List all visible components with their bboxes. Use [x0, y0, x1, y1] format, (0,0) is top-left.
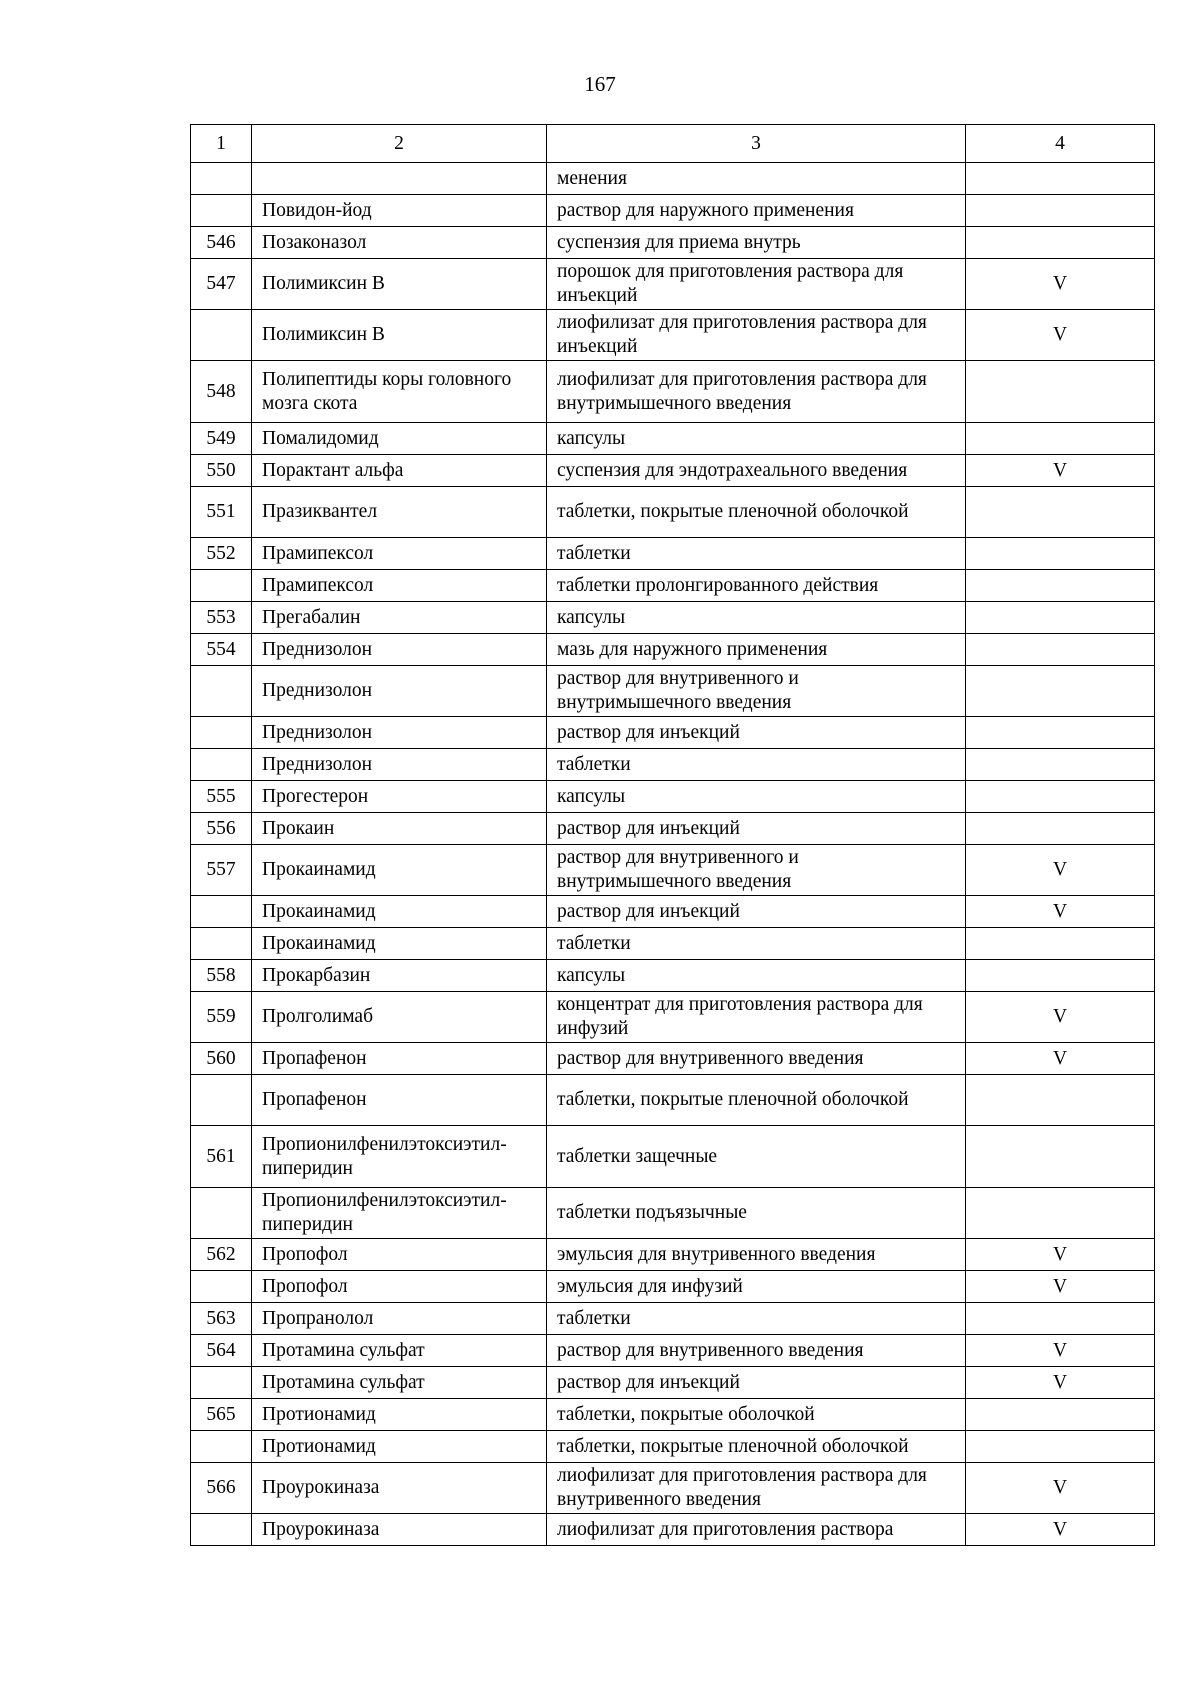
row-number-cell: 565: [191, 1399, 252, 1431]
table-row: [191, 259, 1155, 310]
table-body: [191, 163, 1155, 1546]
mark-cell: [966, 602, 1155, 634]
mark-cell: V: [966, 1463, 1155, 1514]
dosage-form-cell: капсулы: [547, 960, 966, 992]
drug-name-cell: Прамипексол: [252, 570, 547, 602]
table-header: [191, 125, 1155, 163]
row-number-cell: 557: [191, 845, 252, 896]
table-row: [191, 666, 1155, 717]
dosage-form-cell: таблетки пролонгированного действия: [547, 570, 966, 602]
mark-cell: [966, 781, 1155, 813]
row-number-cell: 554: [191, 634, 252, 666]
drug-name-cell: Преднизолон: [252, 749, 547, 781]
table-row: [191, 960, 1155, 992]
dosage-form-cell: концентрат для приготовления раствора для инфузий: [547, 992, 966, 1043]
table-row: [191, 1075, 1155, 1126]
drug-name-cell: Проурокиназа: [252, 1463, 547, 1514]
drug-name-cell: Позаконазол: [252, 227, 547, 259]
dosage-form-cell: капсулы: [547, 602, 966, 634]
column-header-3: 3: [547, 125, 966, 163]
mark-cell: V: [966, 1043, 1155, 1075]
row-number-cell: [191, 749, 252, 781]
table-row: [191, 1335, 1155, 1367]
row-number-cell: 555: [191, 781, 252, 813]
drug-name-cell: Преднизолон: [252, 666, 547, 717]
drug-name-cell: Протионамид: [252, 1431, 547, 1463]
mark-cell: V: [966, 1271, 1155, 1303]
row-number-cell: [191, 570, 252, 602]
drug-name-cell: Пролголимаб: [252, 992, 547, 1043]
dosage-form-cell: мазь для наружного применения: [547, 634, 966, 666]
dosage-form-cell: лиофилизат для приготовления раствора для внутримышечного введения: [547, 361, 966, 423]
column-header-2: 2: [252, 125, 547, 163]
row-number-cell: 560: [191, 1043, 252, 1075]
dosage-form-cell: раствор для внутривенного и внутримышечного введения: [547, 845, 966, 896]
drug-name-cell: Протамина сульфат: [252, 1367, 547, 1399]
row-number-cell: 558: [191, 960, 252, 992]
table-row: [191, 487, 1155, 538]
table-row: [191, 1367, 1155, 1399]
row-number-cell: [191, 717, 252, 749]
dosage-form-cell: раствор для наружного применения: [547, 195, 966, 227]
dosage-form-cell: таблетки подъязычные: [547, 1188, 966, 1239]
mark-cell: [966, 195, 1155, 227]
drug-name-cell: Прокаинамид: [252, 896, 547, 928]
dosage-form-cell: раствор для внутривенного введения: [547, 1043, 966, 1075]
dosage-form-cell: таблетки: [547, 749, 966, 781]
mark-cell: [966, 813, 1155, 845]
column-header-4: 4: [966, 125, 1155, 163]
table-row: [191, 1126, 1155, 1188]
dosage-form-cell: раствор для инъекций: [547, 896, 966, 928]
row-number-cell: 548: [191, 361, 252, 423]
mark-cell: [966, 666, 1155, 717]
dosage-form-cell: суспензия для приема внутрь: [547, 227, 966, 259]
mark-cell: [966, 928, 1155, 960]
dosage-form-cell: раствор для инъекций: [547, 717, 966, 749]
row-number-cell: 553: [191, 602, 252, 634]
mark-cell: V: [966, 896, 1155, 928]
table-row: [191, 602, 1155, 634]
mark-cell: [966, 1075, 1155, 1126]
dosage-form-cell: капсулы: [547, 781, 966, 813]
drug-list-table: [190, 124, 1155, 1546]
drug-name-cell: Пропафенон: [252, 1075, 547, 1126]
dosage-form-cell: таблетки, покрытые пленочной оболочкой: [547, 1075, 966, 1126]
mark-cell: [966, 1188, 1155, 1239]
column-header-1: 1: [191, 125, 252, 163]
row-number-cell: [191, 310, 252, 361]
dosage-form-cell: раствор для инъекций: [547, 813, 966, 845]
dosage-form-cell: таблетки: [547, 1303, 966, 1335]
mark-cell: [966, 361, 1155, 423]
table-row: [191, 1188, 1155, 1239]
table-row: [191, 928, 1155, 960]
row-number-cell: [191, 1188, 252, 1239]
mark-cell: V: [966, 1239, 1155, 1271]
dosage-form-cell: таблетки, покрытые пленочной оболочкой: [547, 487, 966, 538]
drug-name-cell: Пропранолол: [252, 1303, 547, 1335]
table-row: [191, 163, 1155, 195]
dosage-form-cell: таблетки: [547, 928, 966, 960]
dosage-form-cell: раствор для внутривенного и внутримышечного введения: [547, 666, 966, 717]
row-number-cell: [191, 928, 252, 960]
dosage-form-cell: эмульсия для внутривенного введения: [547, 1239, 966, 1271]
mark-cell: [966, 960, 1155, 992]
row-number-cell: [191, 1367, 252, 1399]
row-number-cell: [191, 1514, 252, 1546]
row-number-cell: [191, 666, 252, 717]
dosage-form-cell: таблетки, покрытые пленочной оболочкой: [547, 1431, 966, 1463]
table-row: [191, 1239, 1155, 1271]
row-number-cell: 561: [191, 1126, 252, 1188]
mark-cell: V: [966, 992, 1155, 1043]
table-row: [191, 749, 1155, 781]
row-number-cell: 549: [191, 423, 252, 455]
table-row: [191, 813, 1155, 845]
table-row: [191, 1514, 1155, 1546]
row-number-cell: 566: [191, 1463, 252, 1514]
drug-name-cell: Повидон-йод: [252, 195, 547, 227]
row-number-cell: 563: [191, 1303, 252, 1335]
table-row: [191, 896, 1155, 928]
mark-cell: [966, 570, 1155, 602]
table-row: [191, 538, 1155, 570]
table-row: [191, 1271, 1155, 1303]
mark-cell: [966, 538, 1155, 570]
table-row: [191, 1463, 1155, 1514]
dosage-form-cell: лиофилизат для приготовления раствора для внутривенного введения: [547, 1463, 966, 1514]
dosage-form-cell: лиофилизат для приготовления раствора для инъекций: [547, 310, 966, 361]
drug-name-cell: Преднизолон: [252, 634, 547, 666]
drug-name-cell: Прегабалин: [252, 602, 547, 634]
table-row: [191, 845, 1155, 896]
table-row: [191, 717, 1155, 749]
row-number-cell: 550: [191, 455, 252, 487]
table-row: [191, 1043, 1155, 1075]
dosage-form-cell: лиофилизат для приготовления раствора: [547, 1514, 966, 1546]
mark-cell: V: [966, 1514, 1155, 1546]
drug-name-cell: Преднизолон: [252, 717, 547, 749]
drug-name-cell: Помалидомид: [252, 423, 547, 455]
drug-name-cell: Прокарбазин: [252, 960, 547, 992]
row-number-cell: 546: [191, 227, 252, 259]
drug-name-cell: Полимиксин В: [252, 259, 547, 310]
row-number-cell: [191, 1271, 252, 1303]
row-number-cell: 559: [191, 992, 252, 1043]
page-number: 167: [584, 72, 616, 96]
table-row: [191, 361, 1155, 423]
mark-cell: [966, 227, 1155, 259]
dosage-form-cell: раствор для инъекций: [547, 1367, 966, 1399]
mark-cell: [966, 423, 1155, 455]
mark-cell: V: [966, 1367, 1155, 1399]
drug-name-cell: Проурокиназа: [252, 1514, 547, 1546]
dosage-form-cell: таблетки: [547, 538, 966, 570]
drug-name-cell: Пропионилфенилэтоксиэтил-пиперидин: [252, 1126, 547, 1188]
mark-cell: [966, 1126, 1155, 1188]
table-row: [191, 1431, 1155, 1463]
row-number-cell: [191, 1075, 252, 1126]
table-row: [191, 195, 1155, 227]
table-row: [191, 455, 1155, 487]
drug-name-cell: Пропионилфенилэтоксиэтил-пиперидин: [252, 1188, 547, 1239]
mark-cell: [966, 749, 1155, 781]
mark-cell: V: [966, 455, 1155, 487]
dosage-form-cell: таблетки, покрытые оболочкой: [547, 1399, 966, 1431]
mark-cell: V: [966, 1335, 1155, 1367]
drug-name-cell: [252, 163, 547, 195]
mark-cell: V: [966, 310, 1155, 361]
header-row: [191, 125, 1155, 163]
mark-cell: [966, 634, 1155, 666]
row-number-cell: 556: [191, 813, 252, 845]
mark-cell: [966, 1303, 1155, 1335]
dosage-form-cell: менения: [547, 163, 966, 195]
table-row: [191, 423, 1155, 455]
table-row: [191, 781, 1155, 813]
row-number-cell: 552: [191, 538, 252, 570]
mark-cell: [966, 487, 1155, 538]
drug-name-cell: Прокаинамид: [252, 845, 547, 896]
table-row: [191, 1303, 1155, 1335]
mark-cell: [966, 1431, 1155, 1463]
dosage-form-cell: капсулы: [547, 423, 966, 455]
drug-name-cell: Пропофол: [252, 1239, 547, 1271]
drug-name-cell: Протионамид: [252, 1399, 547, 1431]
row-number-cell: [191, 896, 252, 928]
row-number-cell: 547: [191, 259, 252, 310]
dosage-form-cell: суспензия для эндотрахеального введения: [547, 455, 966, 487]
row-number-cell: [191, 195, 252, 227]
table-row: [191, 634, 1155, 666]
row-number-cell: 564: [191, 1335, 252, 1367]
row-number-cell: [191, 1431, 252, 1463]
row-number-cell: 551: [191, 487, 252, 538]
drug-name-cell: Прогестерон: [252, 781, 547, 813]
dosage-form-cell: порошок для приготовления раствора для инъекций: [547, 259, 966, 310]
dosage-form-cell: эмульсия для инфузий: [547, 1271, 966, 1303]
mark-cell: V: [966, 259, 1155, 310]
row-number-cell: 562: [191, 1239, 252, 1271]
drug-name-cell: Прокаин: [252, 813, 547, 845]
drug-name-cell: Пропафенон: [252, 1043, 547, 1075]
table-row: [191, 310, 1155, 361]
table-row: [191, 227, 1155, 259]
drug-name-cell: Протамина сульфат: [252, 1335, 547, 1367]
mark-cell: [966, 717, 1155, 749]
table-row: [191, 992, 1155, 1043]
table-row: [191, 570, 1155, 602]
mark-cell: [966, 1399, 1155, 1431]
mark-cell: V: [966, 845, 1155, 896]
drug-name-cell: Пропофол: [252, 1271, 547, 1303]
drug-name-cell: Полимиксин В: [252, 310, 547, 361]
dosage-form-cell: раствор для внутривенного введения: [547, 1335, 966, 1367]
dosage-form-cell: таблетки защечные: [547, 1126, 966, 1188]
row-number-cell: [191, 163, 252, 195]
drug-name-cell: Полипептиды коры головного мозга скота: [252, 361, 547, 423]
drug-name-cell: Празиквантел: [252, 487, 547, 538]
table-row: [191, 1399, 1155, 1431]
mark-cell: [966, 163, 1155, 195]
drug-name-cell: Порактант альфа: [252, 455, 547, 487]
drug-name-cell: Прокаинамид: [252, 928, 547, 960]
drug-name-cell: Прамипексол: [252, 538, 547, 570]
